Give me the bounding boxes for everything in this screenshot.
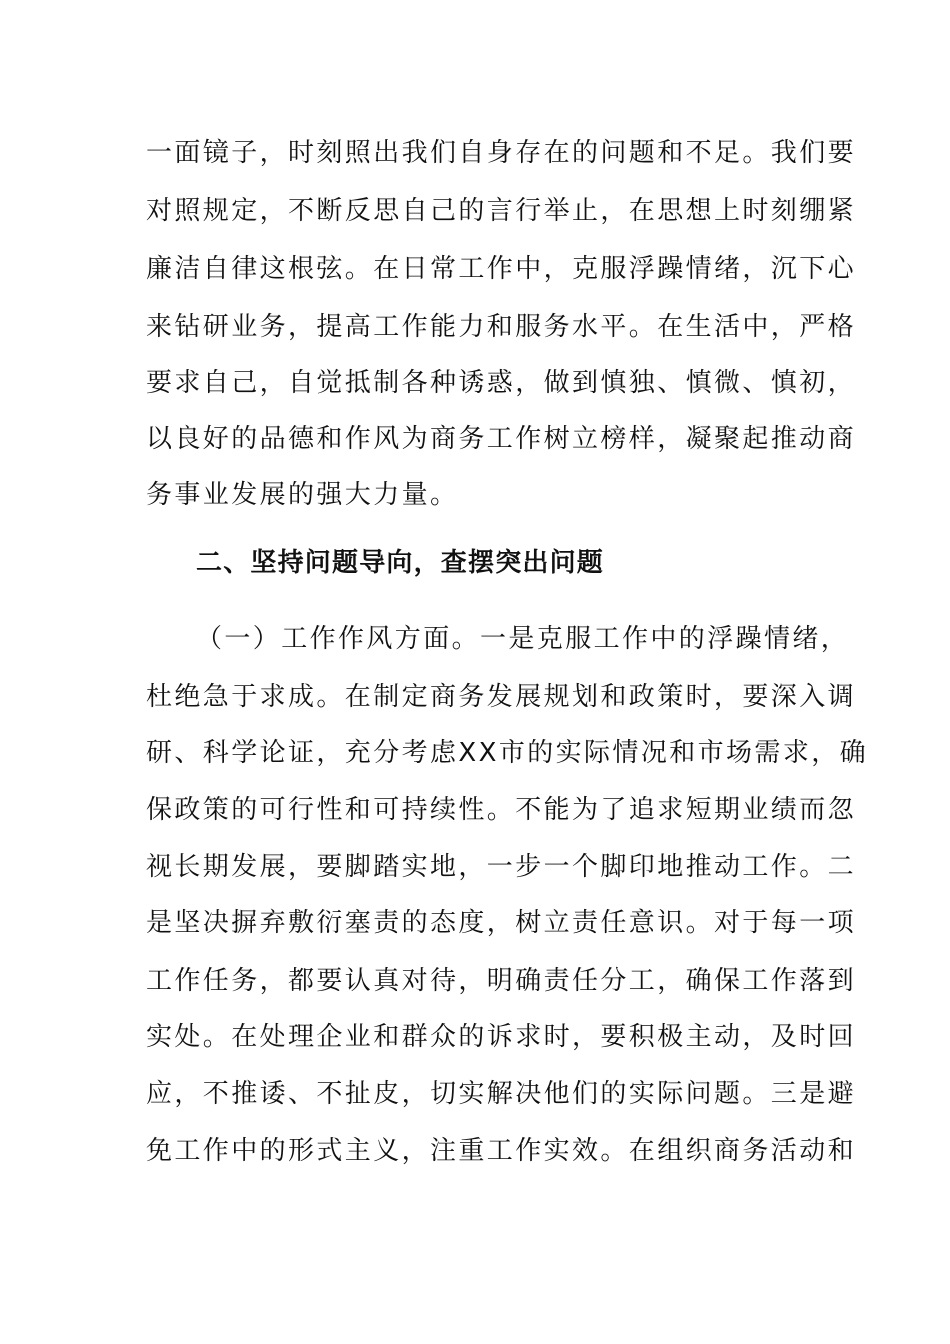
paragraph-2-line-4: 保政策的可行性和可持续性。不能为了追求短期业绩而忽	[146, 795, 857, 825]
paragraph-2-line-9: 应，不推诿、不扯皮，切实解决他们的实际问题。三是避	[146, 1079, 857, 1109]
paragraph-2-line-6: 是坚决摒弃敷衍塞责的态度，树立责任意识。对于每一项	[146, 908, 857, 938]
paragraph-2-line-1: （一）工作作风方面。一是克服工作中的浮躁情绪，	[196, 624, 850, 654]
paragraph-1-line-1: 一面镜子，时刻照出我们自身存在的问题和不足。我们要	[146, 138, 857, 168]
paragraph-1-line-2: 对照规定，不断反思自己的言行举止，在思想上时刻绷紧	[146, 196, 857, 226]
paragraph-2-line-3: 研、科学论证，充分考虑XX市的实际情况和市场需求，确	[146, 738, 869, 768]
paragraph-1-line-5: 要求自己，自觉抵制各种诱惑，做到慎独、慎微、慎初，	[146, 368, 857, 398]
paragraph-2-line-5: 视长期发展，要脚踏实地，一步一个脚印地推动工作。二	[146, 852, 857, 882]
paragraph-2-line-10: 免工作中的形式主义，注重工作实效。在组织商务活动和	[146, 1136, 857, 1166]
section-heading: 二、坚持问题导向，查摆突出问题	[196, 548, 605, 578]
paragraph-2-line-7: 工作任务，都要认真对待，明确责任分工，确保工作落到	[146, 966, 857, 996]
paragraph-2-line-2: 杜绝急于求成。在制定商务发展规划和政策时，要深入调	[146, 682, 857, 712]
paragraph-1-line-6: 以良好的品德和作风为商务工作树立榜样，凝聚起推动商	[146, 424, 857, 454]
paragraph-1-line-3: 廉洁自律这根弦。在日常工作中，克服浮躁情绪，沉下心	[146, 254, 857, 284]
paragraph-1-line-4: 来钻研业务，提高工作能力和服务水平。在生活中，严格	[146, 312, 857, 342]
paragraph-1-line-7: 务事业发展的强大力量。	[146, 480, 459, 510]
paragraph-2-line-8: 实处。在处理企业和群众的诉求时，要积极主动，及时回	[146, 1022, 857, 1052]
